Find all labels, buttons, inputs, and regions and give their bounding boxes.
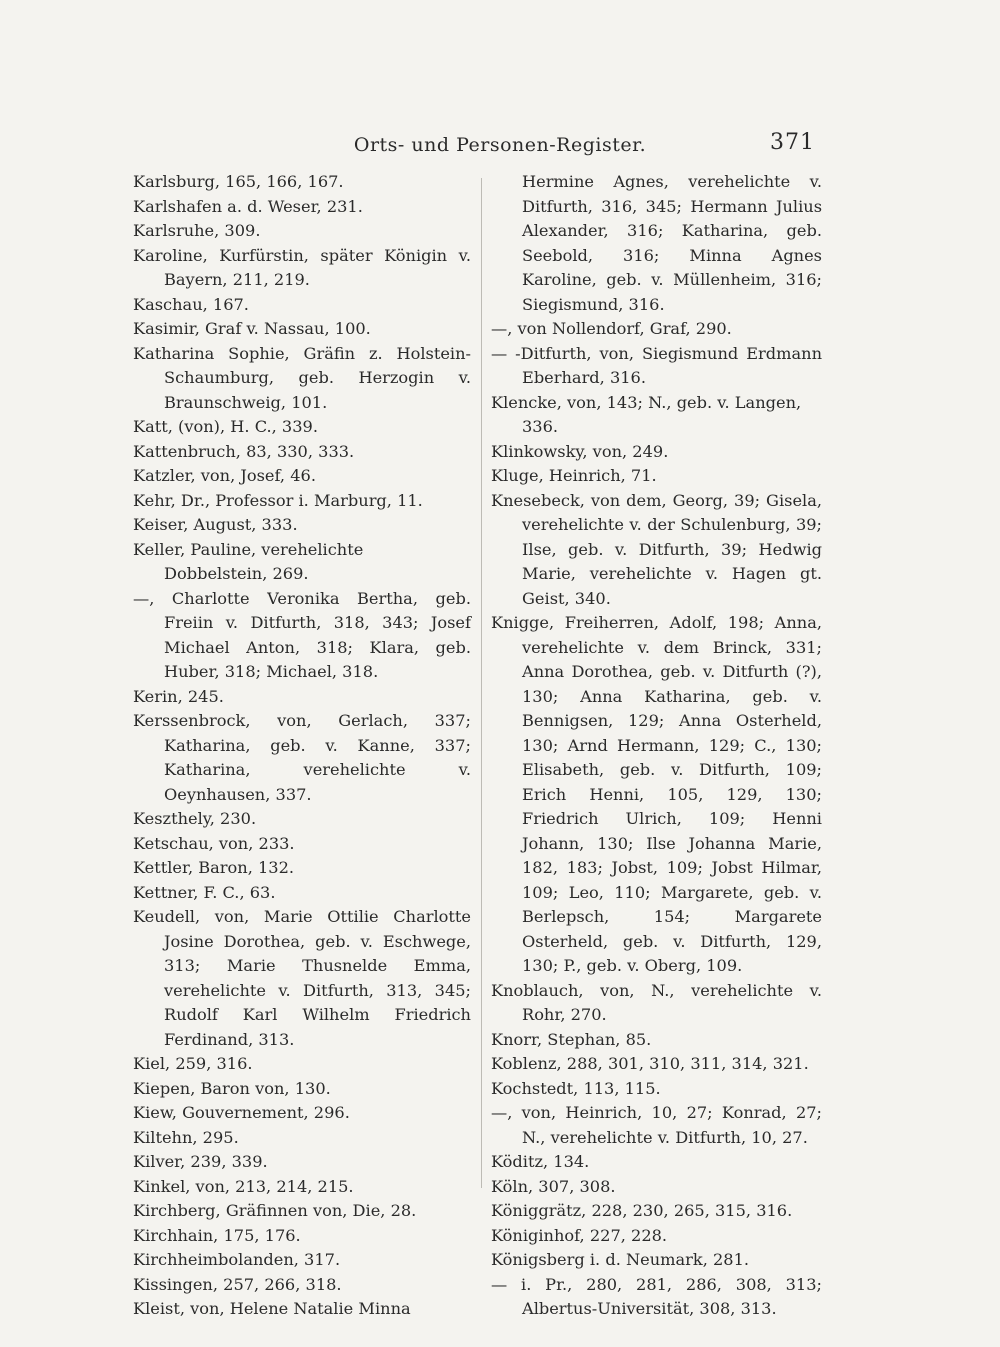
- index-entry: Koblenz, 288, 301, 310, 311, 314, 321.: [491, 1054, 809, 1073]
- index-column-left: [133, 170, 471, 1322]
- index-entry: — -Ditfurth, von, Siegismund Erdmann Eberhard, 316.: [491, 343, 822, 387]
- index-entry-continued: Hermine Agnes, verehelichte v. Ditfurth, 316, 345; Hermann Julius Alexander, 316; Katharina, geb. Seebold, 316; Minna Agnes Karoline, geb. v. Müllenheim, 316; Siegismund, 316.: [522, 172, 822, 314]
- index-entry: Kirchheimbolanden, 317.: [133, 1250, 341, 1269]
- index-entry: Ketschau, von, 233.: [133, 833, 295, 853]
- index-entry: Kiltehn, 295.: [133, 1127, 239, 1147]
- page-number: 371: [770, 130, 815, 155]
- index-entry: Katzler, von, Josef, 46.: [133, 466, 316, 485]
- index-entry: Kinkel, von, 213, 214, 215.: [133, 1176, 354, 1196]
- index-entry: Kerin, 245.: [133, 686, 224, 706]
- index-entry: Karlsruhe, 309.: [133, 221, 261, 240]
- index-column-right: [491, 170, 822, 1322]
- index-entry: Keller, Pauline, verehelichte Dobbelstein, 269.: [133, 539, 364, 583]
- index-entry: Keszthely, 230.: [133, 809, 257, 828]
- index-entry: Kilver, 239, 339.: [133, 1152, 268, 1171]
- index-entry: Kettner, F. C., 63.: [133, 882, 276, 902]
- index-entry: Königsberg i. d. Neumark, 281.: [491, 1250, 750, 1269]
- index-entry: — i. Pr., 280, 281, 286, 308, 313; Albertus-Universität, 308, 313.: [491, 1274, 822, 1318]
- index-entry: Kerssenbrock, von, Gerlach, 337; Katharina, geb. v. Kanne, 337; Katharina, verehelichte v. Oeynhausen, 337.: [133, 711, 471, 804]
- index-entry: Karoline, Kurfürstin, später Königin v. Bayern, 211, 219.: [133, 245, 471, 289]
- running-title: Orts- und Personen-Register.: [353, 134, 647, 156]
- index-entry: Kissingen, 257, 266, 318.: [133, 1274, 342, 1294]
- index-entry: Kiel, 259, 316.: [133, 1054, 253, 1073]
- index-entry: Knorr, Stephan, 85.: [491, 1029, 652, 1049]
- index-entry: —, Charlotte Veronika Bertha, geb. Freiin v. Ditfurth, 318, 343; Josef Michael Anton, 318; Klara, geb. Huber, 318; Michael, 318.: [133, 588, 471, 681]
- index-entry: Katharina Sophie, Gräfin z. Holstein-Schaumburg, geb. Herzogin v. Braunschweig, 101.: [133, 343, 471, 412]
- index-entry: Kirchberg, Gräfinnen von, Die, 28.: [133, 1201, 417, 1220]
- index-entry: Knesebeck, von dem, Georg, 39; Gisela, verehelichte v. der Schulenburg, 39; Ilse, geb. v. Ditfurth, 39; Hedwig Marie, verehelichte v. Hagen gt. Geist, 340.: [491, 490, 822, 608]
- index-entry: Kiepen, Baron von, 130.: [133, 1078, 331, 1098]
- column-divider: [481, 178, 482, 1188]
- index-entry: Klencke, von, 143; N., geb. v. Langen, 336.: [491, 392, 802, 436]
- index-entry: Köditz, 134.: [491, 1152, 590, 1171]
- index-entry: Kattenbruch, 83, 330, 333.: [133, 441, 355, 461]
- index-entry: Kasimir, Graf v. Nassau, 100.: [133, 319, 371, 338]
- index-entry: Kochstedt, 113, 115.: [491, 1078, 661, 1098]
- index-entry: Klinkowsky, von, 249.: [491, 441, 669, 461]
- index-entry: Kirchhain, 175, 176.: [133, 1225, 301, 1245]
- index-entry: Kehr, Dr., Professor i. Marburg, 11.: [133, 490, 423, 510]
- index-entry: Königinhof, 227, 228.: [491, 1225, 668, 1245]
- index-entry: —, von, Heinrich, 10, 27; Konrad, 27; N., verehelichte v. Ditfurth, 10, 27.: [491, 1103, 822, 1147]
- index-entry: Knigge, Freiherren, Adolf, 198; Anna, verehelichte v. dem Brinck, 331; Anna Dorothea, geb. v. Ditfurth (?), 130; Anna Katharina, geb. v. Bennigsen, 129; Anna Osterheld, 130; Arnd Hermann, 129; C., 130; Elisabeth, geb. v. Ditfurth, 109; Erich Henni, 105, 129, 130; Friedrich Ulrich, 109; Henni Johann, 130; Ilse Johanna Marie, 182, 183; Jobst, 109; Jobst Hilmar, 109; Leo, 110; Margarete, geb. v. Berlepsch, 154; Margarete Osterheld, geb. v. Ditfurth, 129, 130; P., geb. v. Oberg, 109.: [491, 613, 822, 975]
- index-entry: Königgrätz, 228, 230, 265, 315, 316.: [491, 1201, 793, 1220]
- index-entry: —, von Nollendorf, Graf, 290.: [491, 319, 732, 338]
- index-entry: Katt, (von), H. C., 339.: [133, 417, 318, 436]
- page-header: [0, 130, 1000, 174]
- index-entry: Karlshafen a. d. Weser, 231.: [133, 196, 363, 216]
- index-entry: Kluge, Heinrich, 71.: [491, 466, 657, 485]
- index-entry: Kleist, von, Helene Natalie Minna: [133, 1299, 411, 1318]
- index-entry: Kettler, Baron, 132.: [133, 858, 295, 877]
- index-entry: Kaschau, 167.: [133, 294, 249, 314]
- index-entry: Karlsburg, 165, 166, 167.: [133, 172, 344, 191]
- index-entry: Keudell, von, Marie Ottilie Charlotte Josine Dorothea, geb. v. Eschwege, 313; Marie Thusnelde Emma, verehelichte v. Ditfurth, 313, 345; Rudolf Karl Wilhelm Friedrich Ferdinand, 313.: [133, 907, 471, 1049]
- index-entry: Knoblauch, von, N., verehelichte v. Rohr, 270.: [491, 980, 822, 1024]
- index-entry: Keiser, August, 333.: [133, 515, 298, 534]
- index-entry: Köln, 307, 308.: [491, 1176, 616, 1196]
- index-entry: Kiew, Gouvernement, 296.: [133, 1103, 350, 1122]
